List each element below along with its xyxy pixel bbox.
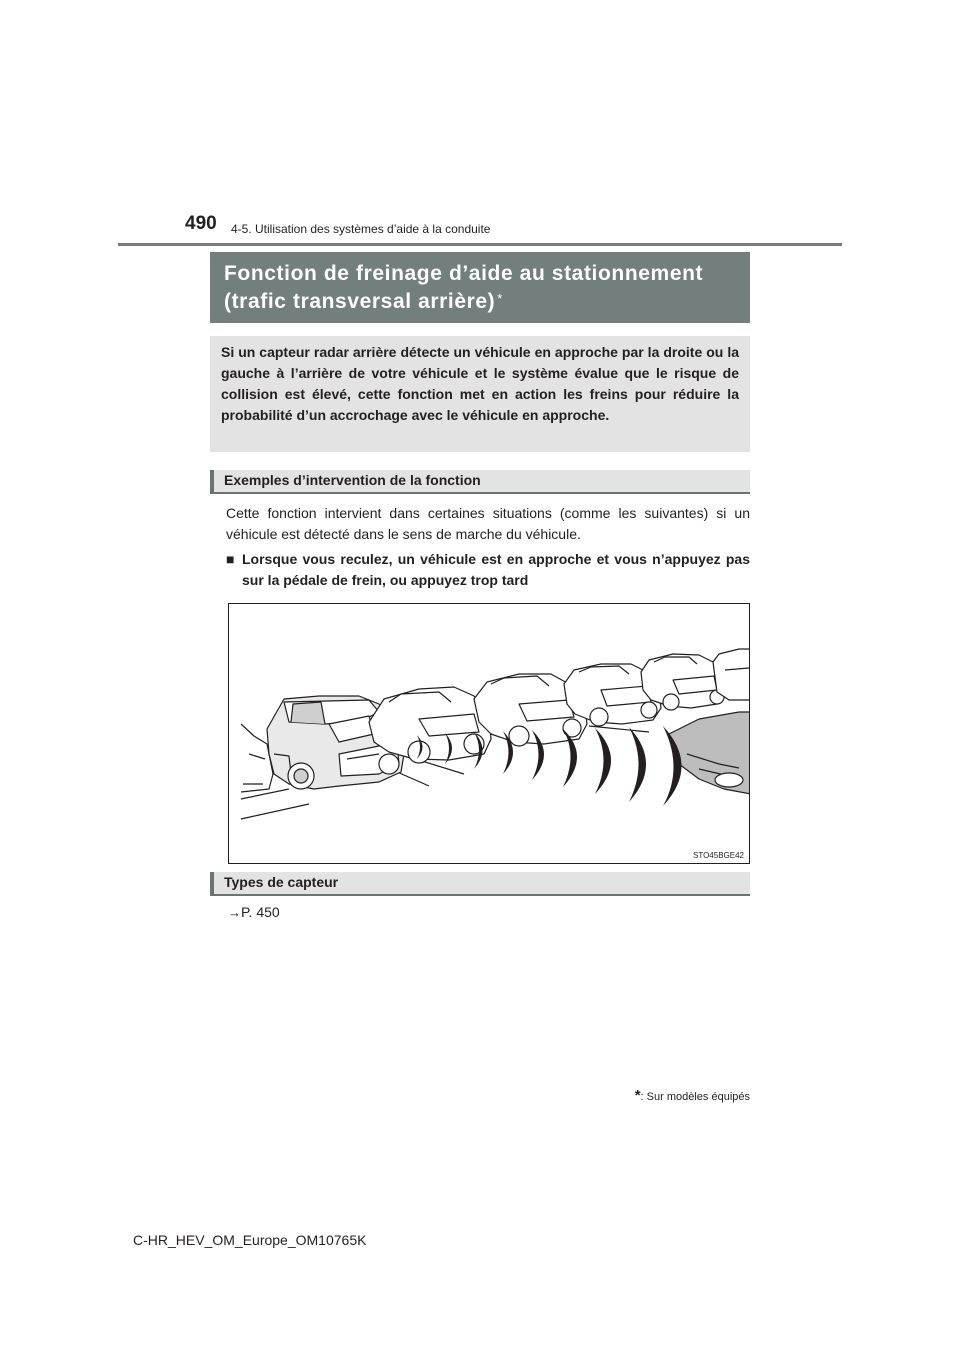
bullet-text: Lorsque vous reculez, un véhicule est en approche et vous n’appuyez pas sur la pédale de frein, ou appuyez trop tard	[242, 551, 750, 588]
title-line-2	[224, 288, 736, 316]
title-line-2-text: (trafic transversal arrière)	[224, 290, 496, 313]
page-number: 490	[185, 213, 217, 234]
section-body-text: Cette fonction intervient dans certaines situations (comme les suivantes) si un véhicule est détecté dans le sens de marche du véhicule.	[226, 505, 750, 542]
parking-line	[241, 789, 289, 799]
radar-wave	[629, 727, 646, 802]
footnote-text: : Sur modèles équipés	[640, 1091, 750, 1103]
parking-line	[241, 804, 309, 819]
figure-code: STO45BGE42	[693, 851, 744, 860]
header-divider	[118, 243, 842, 246]
document-id: C-HR_HEV_OM_Europe_OM10765K	[133, 1232, 367, 1248]
radar-wave	[595, 728, 611, 794]
parking-line	[589, 726, 649, 732]
section-breadcrumb: 4-5. Utilisation des systèmes d’aide à la conduite	[231, 222, 491, 236]
section-heading-examples: Exemples d’intervention de la fonction	[210, 470, 750, 494]
title-asterisk: *	[497, 291, 503, 306]
parked-sedan-5	[713, 649, 750, 700]
illustration-drawing	[229, 604, 750, 864]
page-cross-reference	[228, 904, 280, 920]
footnote	[635, 1087, 750, 1104]
footnote-asterisk: *	[634, 1087, 641, 1104]
approaching-car	[669, 712, 750, 794]
section-heading-sensor-types: Types de capteur	[210, 872, 750, 896]
bullet-item	[226, 549, 750, 591]
illustration-rear-cross-traffic	[228, 603, 750, 864]
xref-arrow-icon: →	[228, 905, 241, 920]
xref-text[interactable]: P. 450	[241, 904, 280, 920]
title-line-1: Fonction de freinage d’aide au stationnement	[224, 262, 704, 285]
page-title	[210, 252, 750, 323]
intro-summary: Si un capteur radar arrière détecte un véhicule en approche par la droite ou la gauche à l’arrière de votre véhicule et le système évalue que le risque de collision est élevé, cette fonction met en action les freins pour réduire la probabilité d’un accrochage avec le véhicule en approche.	[210, 336, 750, 452]
bullet-square-icon: ■	[226, 551, 235, 567]
